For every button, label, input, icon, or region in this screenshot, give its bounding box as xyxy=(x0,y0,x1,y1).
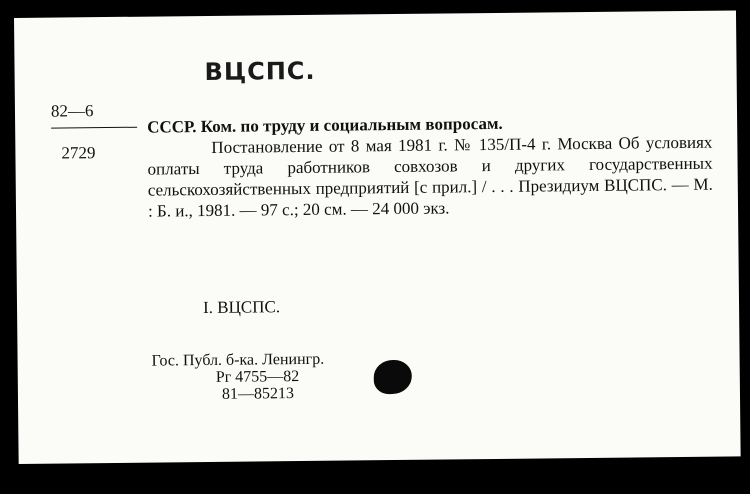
bibliographic-entry xyxy=(147,111,713,222)
library-line-2: Рг 4755—82 xyxy=(215,368,300,386)
library-line-1: Гос. Публ. б-ка. Ленингр. xyxy=(151,350,325,370)
shelfmark-top: 82—6 xyxy=(50,101,94,121)
shelfmark xyxy=(50,101,96,163)
subject-tracing: I. ВЦСПС. xyxy=(202,297,281,318)
ink-blot xyxy=(374,360,412,394)
catalog-card xyxy=(14,10,741,464)
handwritten-note: ВЦСПС. xyxy=(204,56,316,87)
shelfmark-divider xyxy=(51,127,137,129)
entry-heading: СССР. Ком. по труду и социальным вопросам. xyxy=(147,113,503,137)
library-imprint xyxy=(152,351,325,404)
shelfmark-bottom: 2729 xyxy=(61,143,96,163)
library-line-3: 81—85213 xyxy=(221,385,295,403)
entry-body: Постановление от 8 мая 1981 г. № 135/П-4 г. Москва Об условиях оплаты труда работников совхозов и других государственных сельскохозяйственных предприятий [с прил.] / . . . Президиум ВЦСПС. — М. : Б. и., 1981. — 97 с.; 20 см. — 24 000 экз. xyxy=(147,132,713,221)
